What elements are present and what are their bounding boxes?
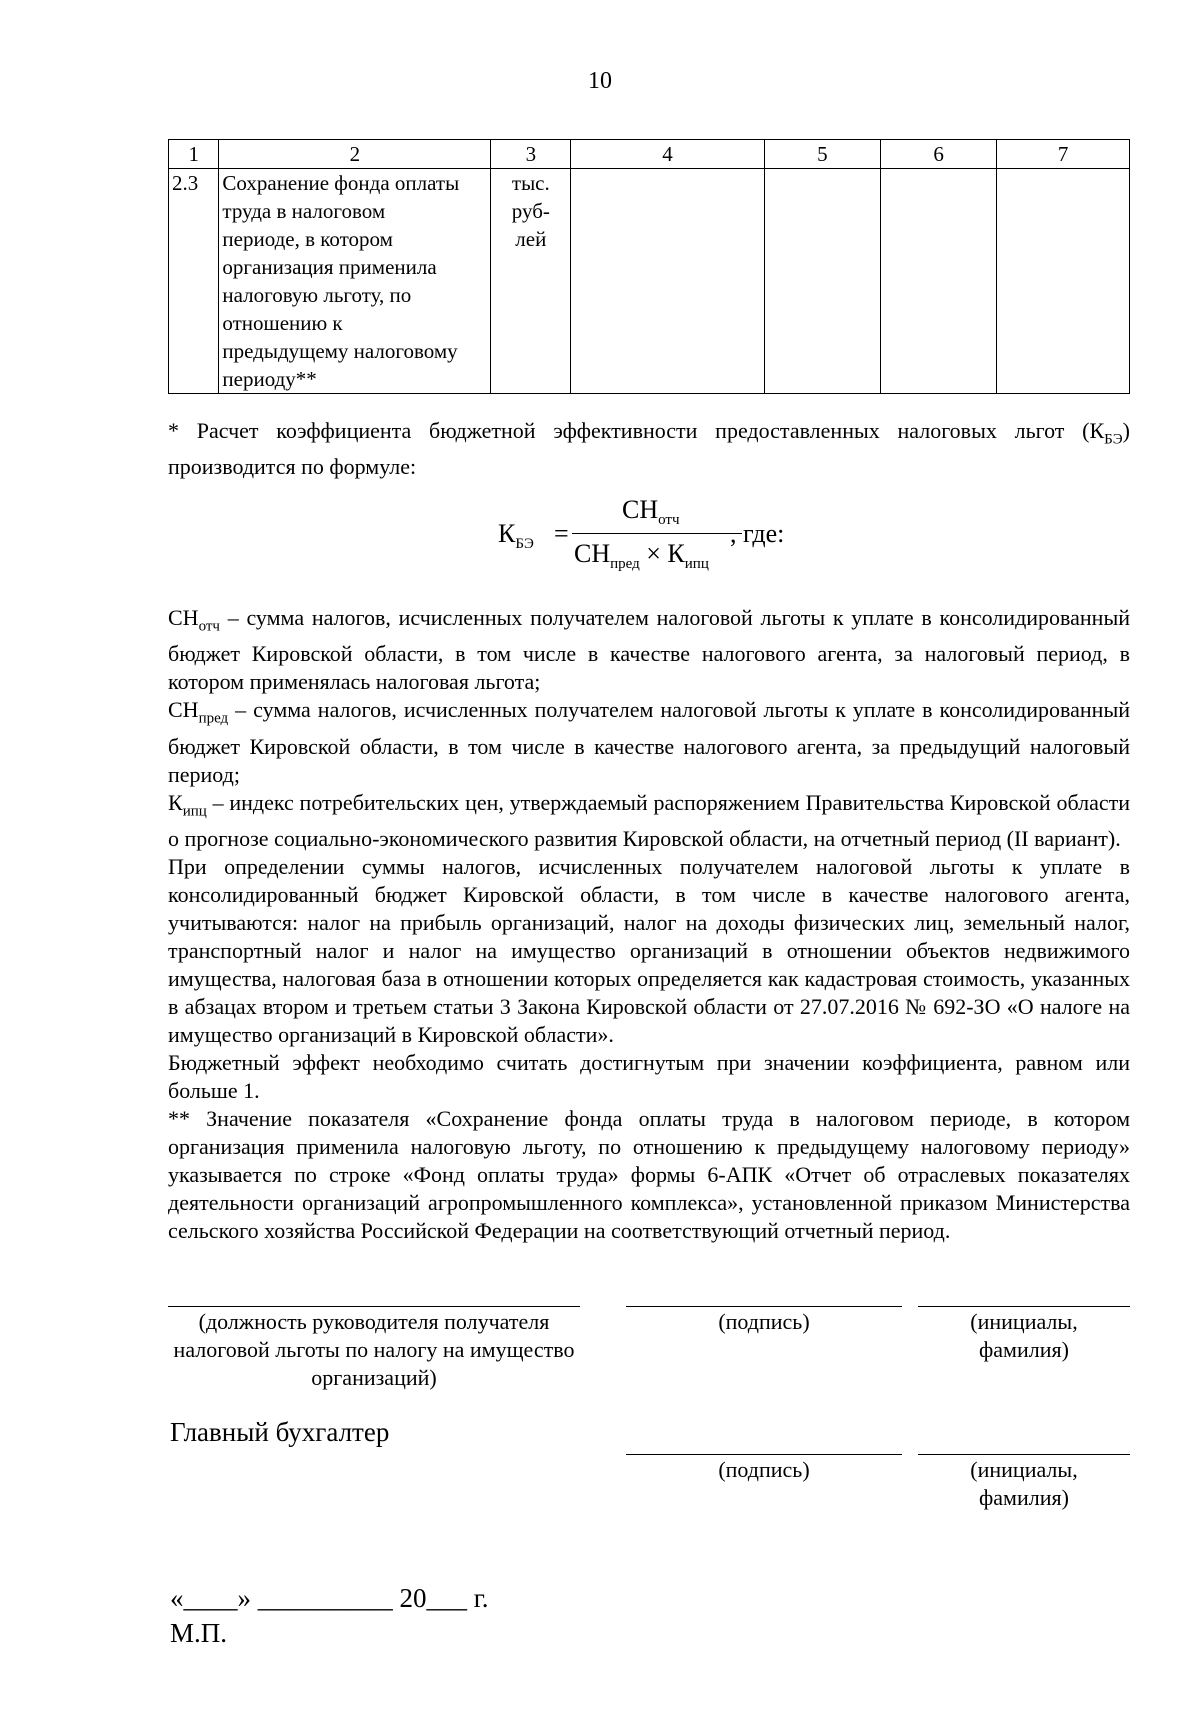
table-header-row [169, 140, 1130, 169]
indicator-line: отношению к [222, 311, 343, 335]
table-header-cell: 7 [997, 140, 1130, 169]
note-intro-sub: БЭ [1104, 431, 1123, 448]
unit-line: тыс. [511, 171, 550, 195]
chief-initials-caption: (инициалы, фамилия) [970, 1457, 1078, 1510]
indicator-line: организация применила [222, 255, 437, 279]
position-line[interactable] [168, 1306, 580, 1307]
paragraph: При определении суммы налогов, исчисленных получателем налоговой льготы к уплате в консолидированный бюджет Кировской области, в том числе в качестве налогового агента, учитываются: налог на прибыль организаций, налог на доходы физических лиц, земельный налог, транспортный налог и налог на имущество организаций в отношении объектов недвижимого имущества, налоговая база в отношении которых определяется как кадастровая стоимость, указанных в абзацах втором и третьем статьи 3 Закона Кировской области от 27.07.2016 № 692-ЗО «О налоге на имущество организаций в Кировской области». [168, 854, 1130, 1048]
table-row [169, 169, 1130, 394]
note-intro-text: * Расчет коэффициента бюджетной эффективности предоставленных налоговых льгот (К [168, 418, 1105, 443]
formula-numerator: $СН_{отч}$ [622, 495, 680, 529]
value-cell-6[interactable] [881, 169, 997, 394]
table-header-cell: 6 [881, 140, 997, 169]
indicator-line: периоде, в котором [222, 227, 393, 251]
formula-where: , где: [730, 519, 785, 548]
chief-signature-caption: (подпись) [718, 1457, 810, 1482]
note-intro-end: ) производится по формуле: [168, 418, 1130, 480]
chief-initials-line[interactable] [918, 1454, 1130, 1455]
value-cell-7[interactable] [997, 169, 1130, 394]
definitions-block [168, 604, 1130, 1245]
formula-equals: = [554, 519, 569, 548]
indicator-line: труда в налоговом [222, 199, 386, 223]
chief-accountant-label: Главный бухгалтер [170, 1417, 390, 1447]
note-intro [168, 417, 1130, 481]
indicator-line: налоговую льготу, по [222, 283, 412, 307]
footnote-paragraph: ** Значение показателя «Сохранение фонда оплаты труда в налоговом периоде, в котором организация применила налоговую льготу, по отношению к предыдущему налоговому периоду» указывается по строке «Фонд оплаты труда» формы 6-АПК «Отчет об отраслевых показателях деятельности организаций агропромышленного комплекса», установленной приказом Министерства сельского хозяйства Российской Федерации на соответствующий отчетный период. [168, 1106, 1130, 1244]
chief-signature-line[interactable] [626, 1454, 902, 1455]
position-caption: (должность руководителя получателя налоговой льготы по налогу на имущество организаций) [173, 1309, 575, 1390]
indicators-table [168, 139, 1130, 394]
signature-line[interactable] [626, 1306, 902, 1307]
stamp-place: М.П. [170, 1618, 228, 1648]
table-header-cell: 3 [491, 140, 571, 169]
unit-line: лей [515, 227, 547, 251]
date-line[interactable]: «____» __________ 20___ г. [170, 1583, 489, 1613]
unit-line: руб- [511, 199, 550, 223]
initials-caption: (инициалы, фамилия) [970, 1309, 1078, 1362]
row-number: 2.3 [169, 169, 219, 394]
efficiency-formula [498, 495, 818, 585]
definition: $К_{ипц}$ – индекс потребительских цен, утверждаемый распоряжением Правительства Кировской области о прогнозе социально-экономического развития Кировской области, на отчетный период (II вариант). [168, 789, 1130, 852]
indicator-name-cell [219, 169, 491, 394]
table-header-cell: 5 [764, 140, 880, 169]
indicator-line: предыдущему налоговому [222, 339, 458, 363]
initials-line[interactable] [918, 1306, 1130, 1307]
table-header-cell: 2 [219, 140, 491, 169]
formula-lhs: $К_{БЭ}$ [498, 519, 534, 553]
value-cell-4[interactable] [571, 169, 765, 394]
paragraph: Бюджетный эффект необходимо считать достигнутым при значении коэффициента, равном или больше 1. [168, 1050, 1130, 1104]
table-header-cell: 1 [169, 140, 219, 169]
unit-cell [491, 169, 571, 394]
definition: $СН_{пред}$ – сумма налогов, исчисленных получателем налоговой льготы к уплате в консолидированный бюджет Кировской области, в том числе в качестве налогового агента, за предыдущий налоговый период; [168, 697, 1130, 787]
indicator-line: периоду** [222, 367, 317, 391]
signature-caption: (подпись) [718, 1309, 810, 1334]
definition: $СН_{отч}$ – сумма налогов, исчисленных получателем налоговой льготы к уплате в консолидированный бюджет Кировской области, в том числе в качестве налогового агента, за налоговый период, в котором применялась налоговая льгота; [168, 605, 1130, 695]
indicator-line: Сохранение фонда оплаты [222, 171, 460, 195]
fraction-bar [572, 533, 742, 534]
value-cell-5[interactable] [764, 169, 880, 394]
page-number: 10 [588, 68, 612, 94]
table-header-cell: 4 [571, 140, 765, 169]
formula-denominator: $СН_{пред} \times К_{ипц}$ [574, 539, 709, 573]
